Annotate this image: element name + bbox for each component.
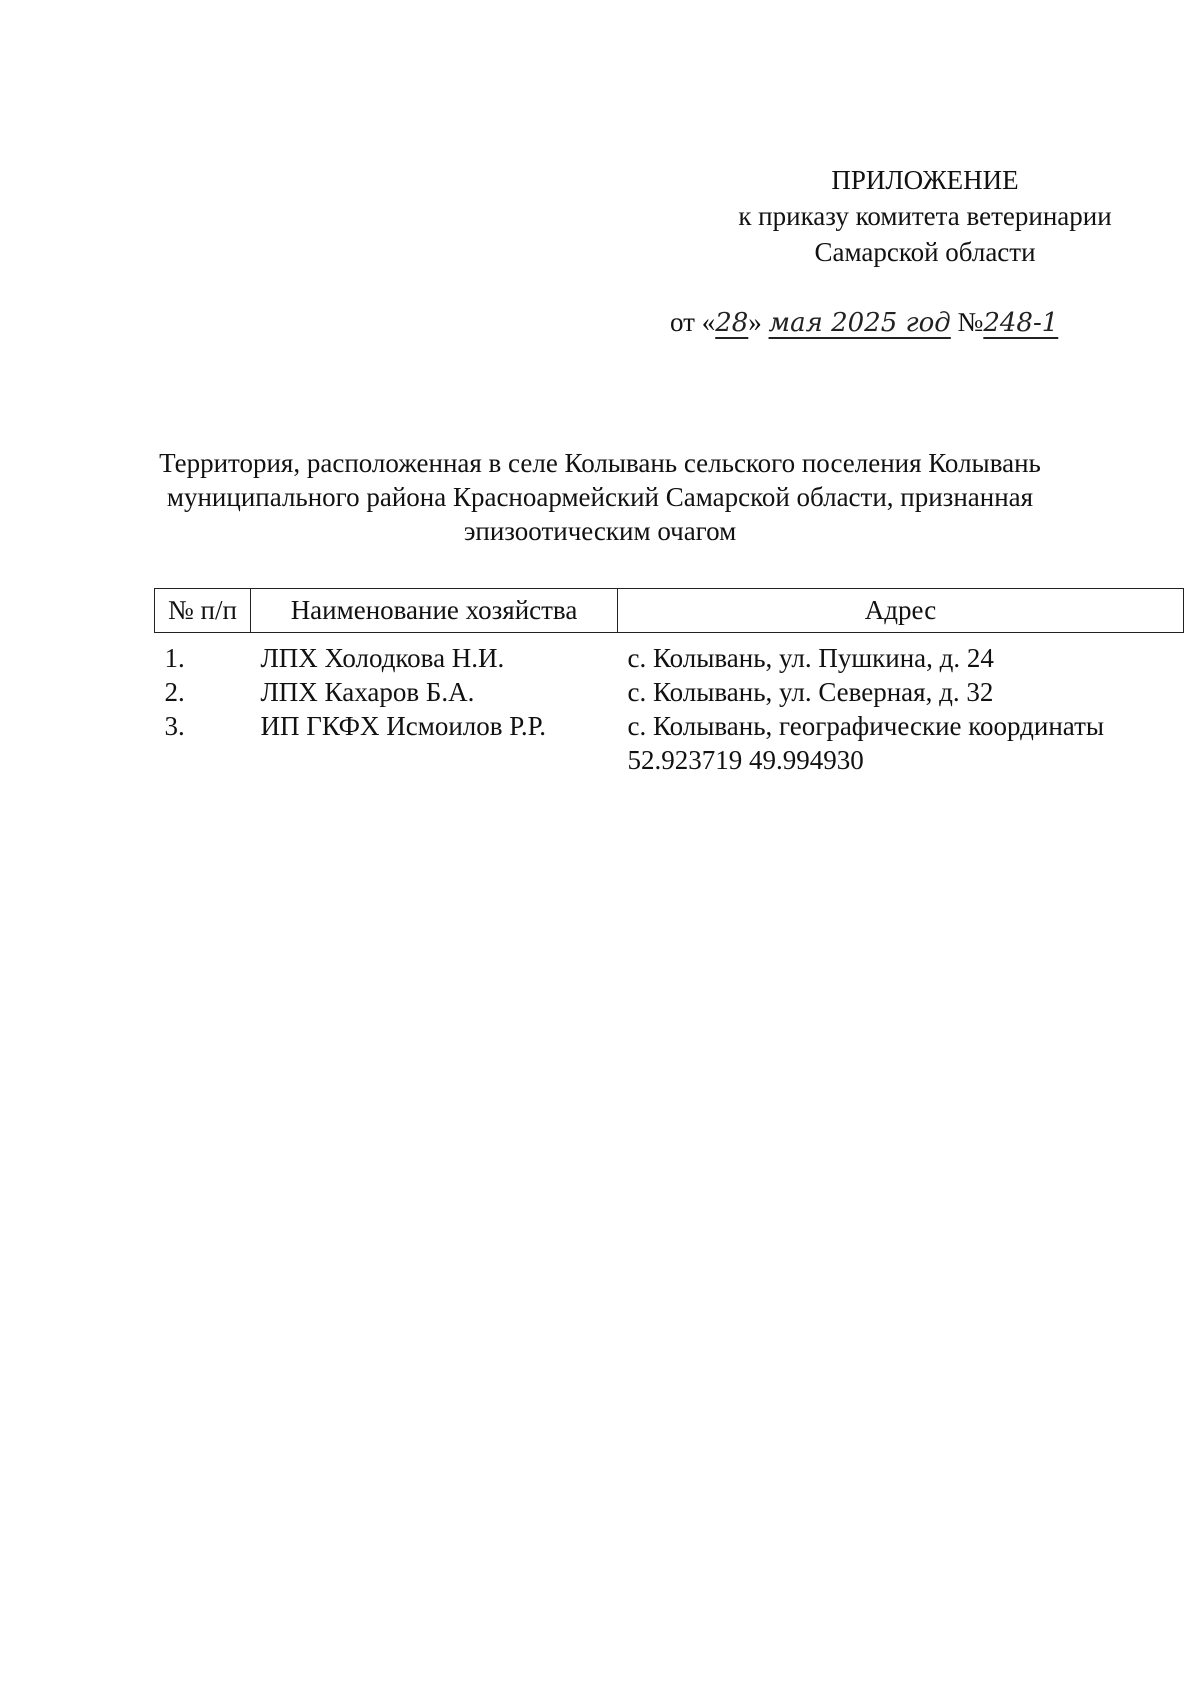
appendix-line-region: Самарской области xyxy=(814,237,1036,267)
document-title: Территория, расположенная в селе Колывань сельского поселения Колывань муниципального района Красноармейский Самарской области, признанная эпизоотическим очагом xyxy=(159,448,1041,546)
row-address: с. Колывань, ул. Пушкина, д. 24 xyxy=(627,643,994,673)
row-farm-name: ИП ГКФХ Исмоилов Р.Р. xyxy=(260,711,547,741)
order-number: 248-1 xyxy=(983,308,1059,338)
row-farm-name: ЛПХ Холодкова Н.И. xyxy=(260,643,505,673)
table-row xyxy=(155,633,1184,676)
row-number: 3. xyxy=(164,711,185,741)
appendix-header xyxy=(690,162,1160,270)
order-month-year: мая 2025 год xyxy=(768,308,951,338)
row-number: 1. xyxy=(164,643,185,673)
order-prefix: от « xyxy=(670,307,716,337)
row-address: с. Колывань, ул. Северная, д. 32 xyxy=(627,677,994,707)
farms-table xyxy=(154,588,1184,777)
row-address: с. Колывань, географические координаты 52.923719 49.994930 xyxy=(627,711,1105,775)
row-number: 2. xyxy=(164,677,185,707)
header-number: № п/п xyxy=(155,589,251,633)
order-date-line xyxy=(670,304,1058,341)
header-address: Адрес xyxy=(618,589,1184,633)
appendix-title: ПРИЛОЖЕНИЕ xyxy=(831,165,1019,195)
table-row xyxy=(155,675,1184,709)
header-farm-name: Наименование хозяйства xyxy=(251,589,618,633)
order-day: 28 xyxy=(715,308,749,338)
appendix-line-order: к приказу комитета ветеринарии xyxy=(738,201,1112,231)
order-number-label: № xyxy=(957,307,984,337)
table-header-row xyxy=(155,589,1184,633)
row-farm-name: ЛПХ Кахаров Б.А. xyxy=(260,677,475,707)
order-quote-close: » xyxy=(748,307,762,337)
table-row xyxy=(155,709,1184,777)
